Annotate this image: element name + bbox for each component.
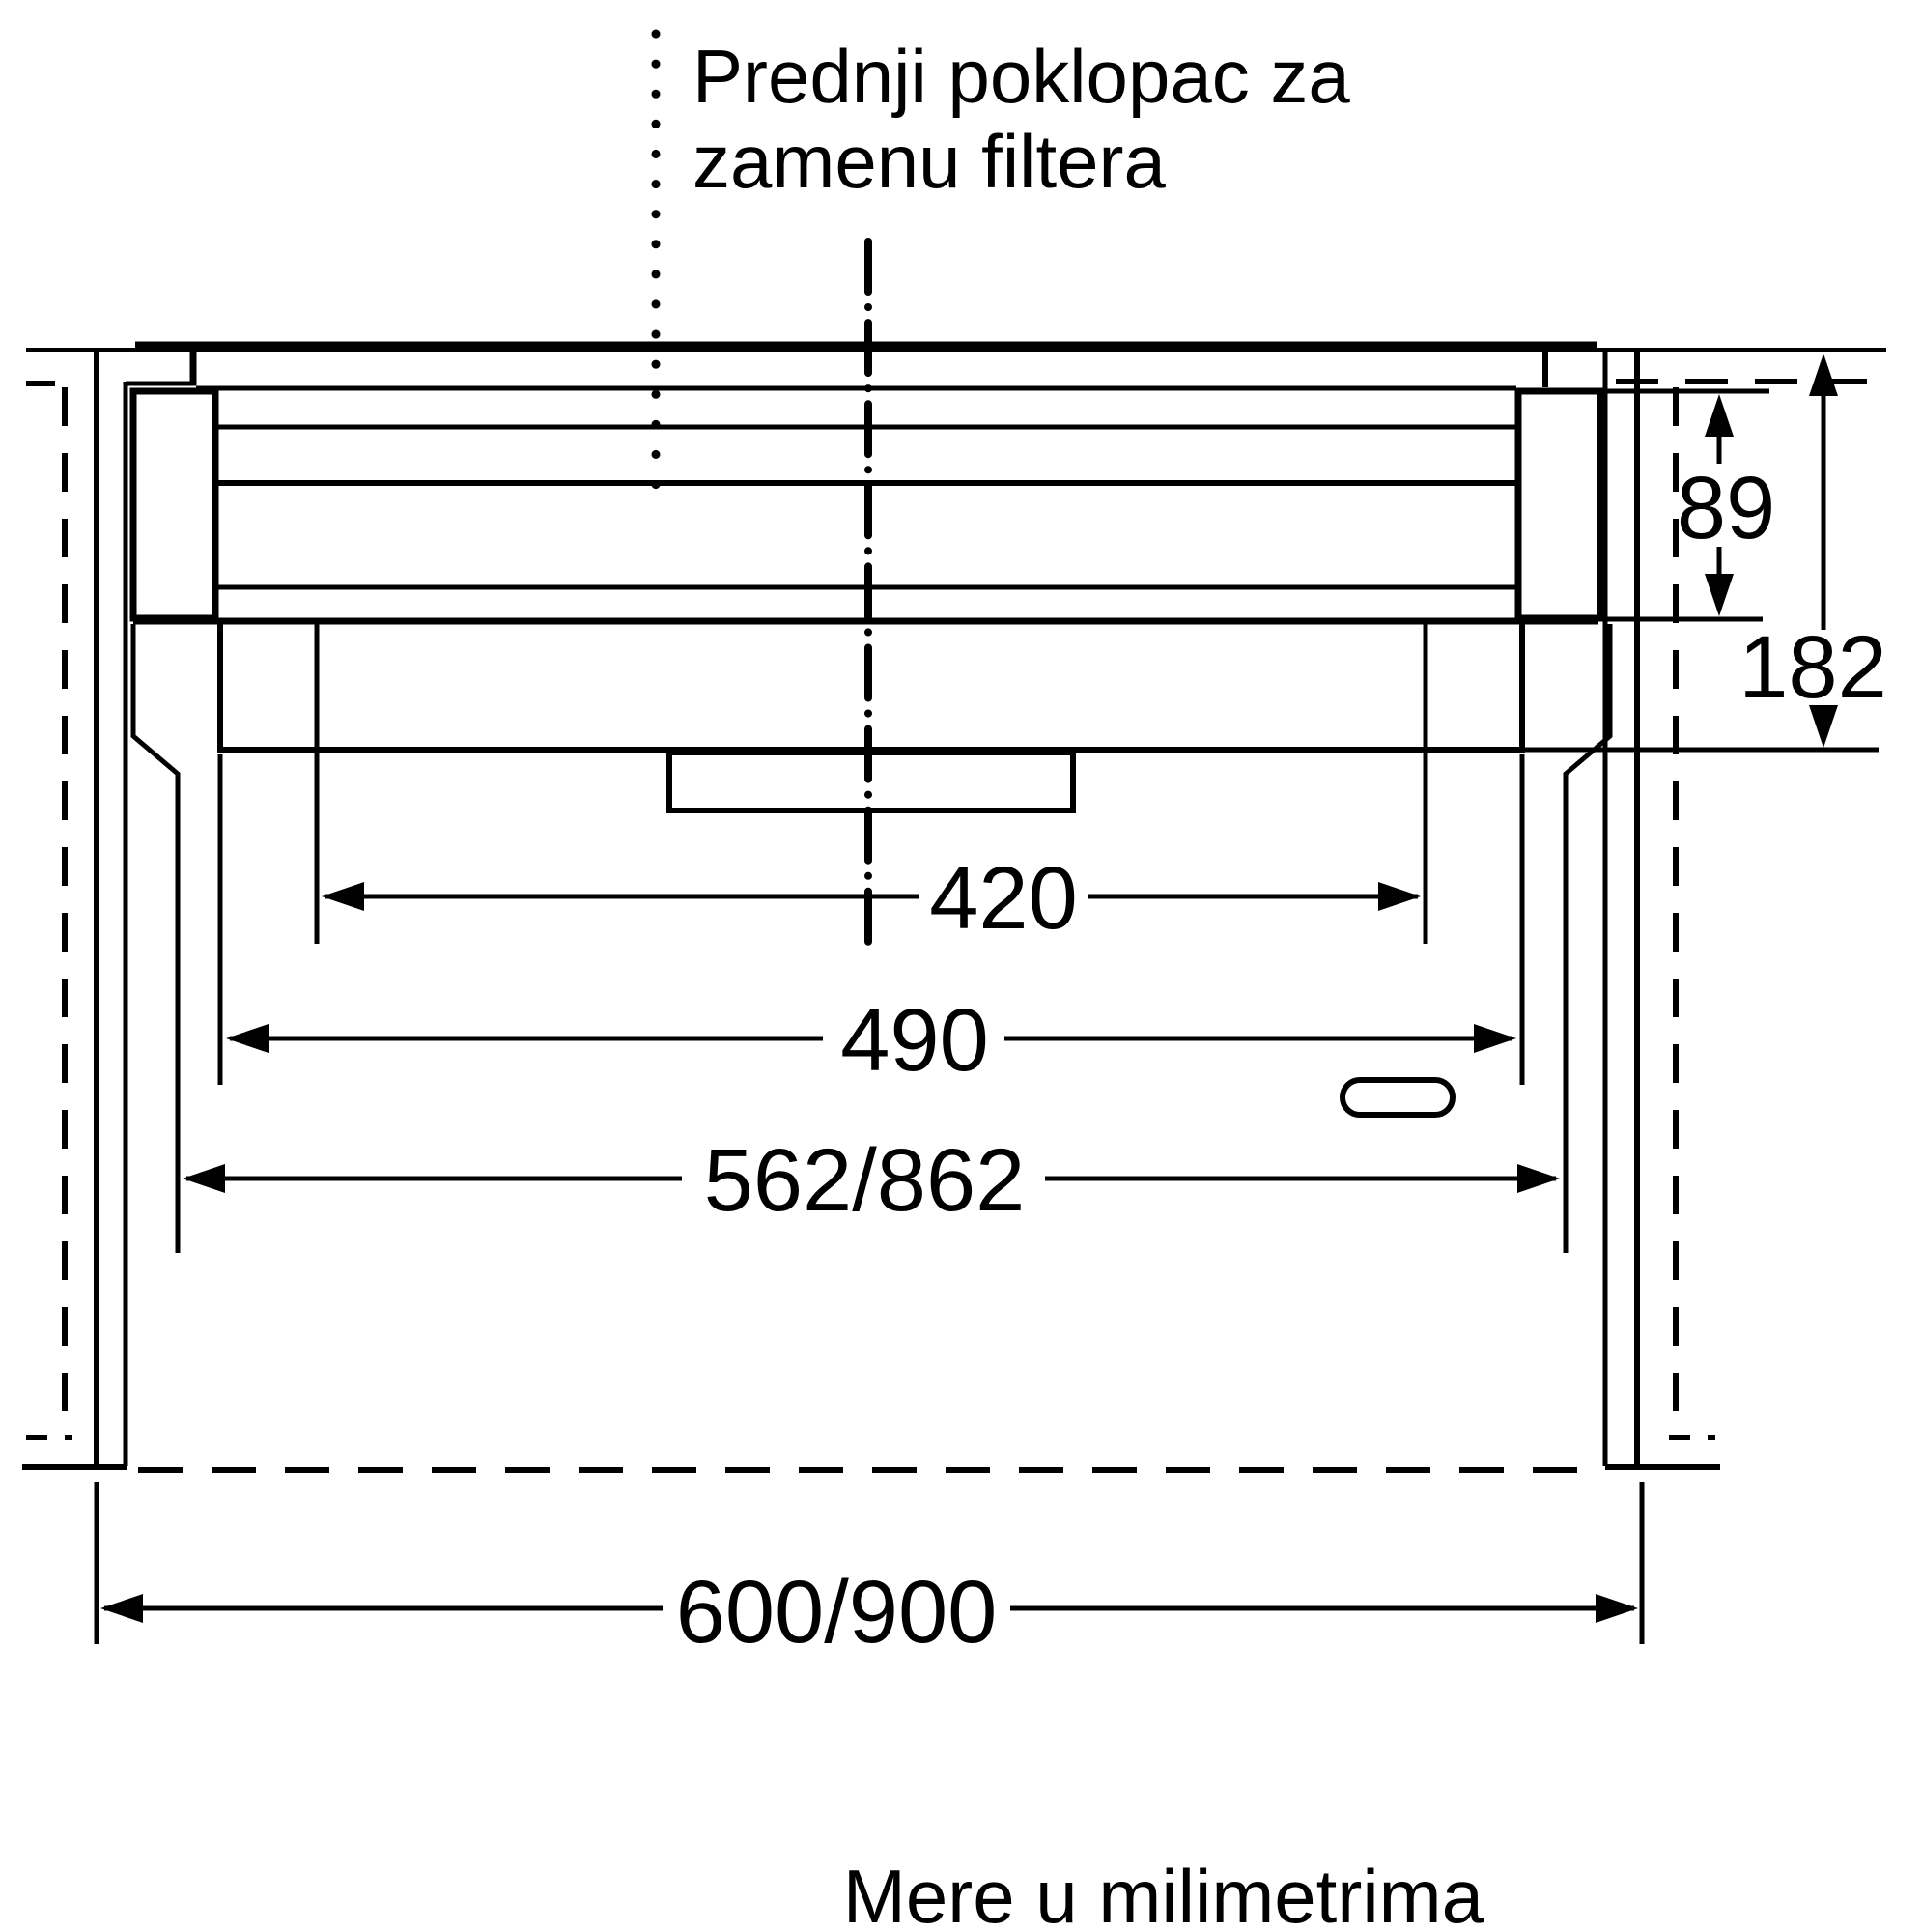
dimension-600-900	[97, 1482, 1642, 1662]
dim-label-182: 182	[1738, 618, 1887, 717]
dimension-562-862	[183, 1131, 1560, 1230]
grip-slot	[1343, 1080, 1453, 1115]
dim-label-562-862: 562/862	[703, 1131, 1026, 1230]
dim-label-89: 89	[1676, 459, 1776, 557]
left-end-cap	[133, 391, 215, 618]
dim-label-490: 490	[840, 991, 989, 1090]
hood-body	[133, 388, 1769, 621]
right-end-cap	[1518, 391, 1600, 618]
units-note: Mere u milimetrima	[842, 1854, 1484, 1932]
dim-label-600-900: 600/900	[675, 1563, 998, 1662]
front-cover-annotation-line1: Prednji poklopac za	[692, 34, 1350, 119]
front-cover-annotation-line2: zamenu filtera	[692, 119, 1166, 204]
pullout-housing	[220, 621, 1879, 810]
dimension-89	[1677, 394, 1775, 616]
dim-label-420: 420	[929, 849, 1078, 948]
